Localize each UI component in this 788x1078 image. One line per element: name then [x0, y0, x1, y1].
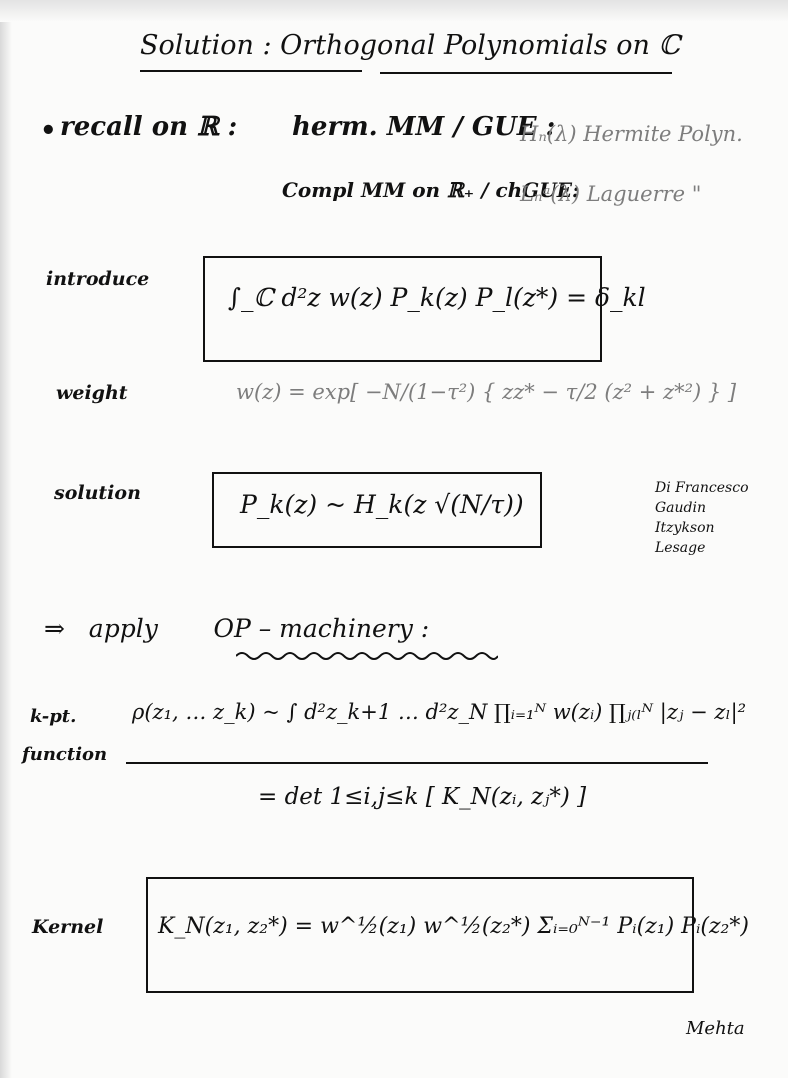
- reference-authors: Di Francesco Gaudin Itzykson Lesage: [655, 480, 749, 556]
- paper-shadow-left: [0, 0, 12, 1078]
- implies-arrow: ⇒: [44, 614, 65, 643]
- recall-label: recall on ℝ :: [60, 112, 238, 142]
- title-underline-2: [380, 72, 672, 74]
- kpt-numerator: ρ(z₁, … z_k) ~ ∫ d²z_k+1 … d²z_N ∏ᵢ₌₁ᴺ w(zᵢ) ∏ⱼ₍ₗᴺ |zⱼ − zₗ|²: [132, 700, 747, 724]
- complex-mm-lead: Compl MM on ℝ₊ / chGUE:: [282, 178, 580, 202]
- op-machinery-text: OP – machinery :: [213, 614, 430, 643]
- bullet-dot: •: [40, 116, 57, 146]
- apply-text: apply: [88, 614, 158, 643]
- solution-label: solution: [54, 482, 141, 504]
- introduce-label: introduce: [46, 268, 150, 290]
- hermite-polynomials: Hₙ(λ) Hermite Polyn.: [520, 122, 743, 146]
- kernel-label: Kernel: [32, 916, 104, 938]
- paper-shadow-top: [0, 0, 788, 22]
- gue-lead: herm. MM / GUE :: [292, 112, 556, 142]
- determinant-equation: = det 1≤i,j≤k [ K_N(zᵢ, zⱼ*) ]: [258, 784, 587, 810]
- kpt-label: k-pt.: [30, 706, 77, 727]
- function-label: function: [22, 744, 108, 765]
- laguerre-polynomials: Lₙᵃ(λ) Laguerre ": [520, 182, 702, 206]
- apply-line: [44, 614, 429, 643]
- title-underline-1: [140, 70, 362, 72]
- weight-equation: w(z) = exp[ −N/(1−τ²) { zz* − τ/2 (z² + z*²) } ]: [236, 380, 737, 404]
- fraction-bar: [126, 762, 708, 764]
- orthogonality-equation: ∫_ℂ d²z w(z) P_k(z) P_l(z*) = δ_kl: [228, 283, 646, 312]
- weight-label: weight: [56, 382, 128, 404]
- author-signature: Mehta: [686, 1018, 745, 1039]
- kernel-equation: K_N(z₁, z₂*) = w^½(z₁) w^½(z₂*) Σᵢ₌₀ᴺ⁻¹ Pᵢ(z₁) Pᵢ(z₂*): [158, 914, 749, 939]
- wavy-underline: [236, 650, 498, 662]
- solution-equation: P_k(z) ~ H_k(z √(N/τ)): [240, 490, 524, 519]
- page-title: Solution : Orthogonal Polynomials on ℂ: [140, 30, 680, 61]
